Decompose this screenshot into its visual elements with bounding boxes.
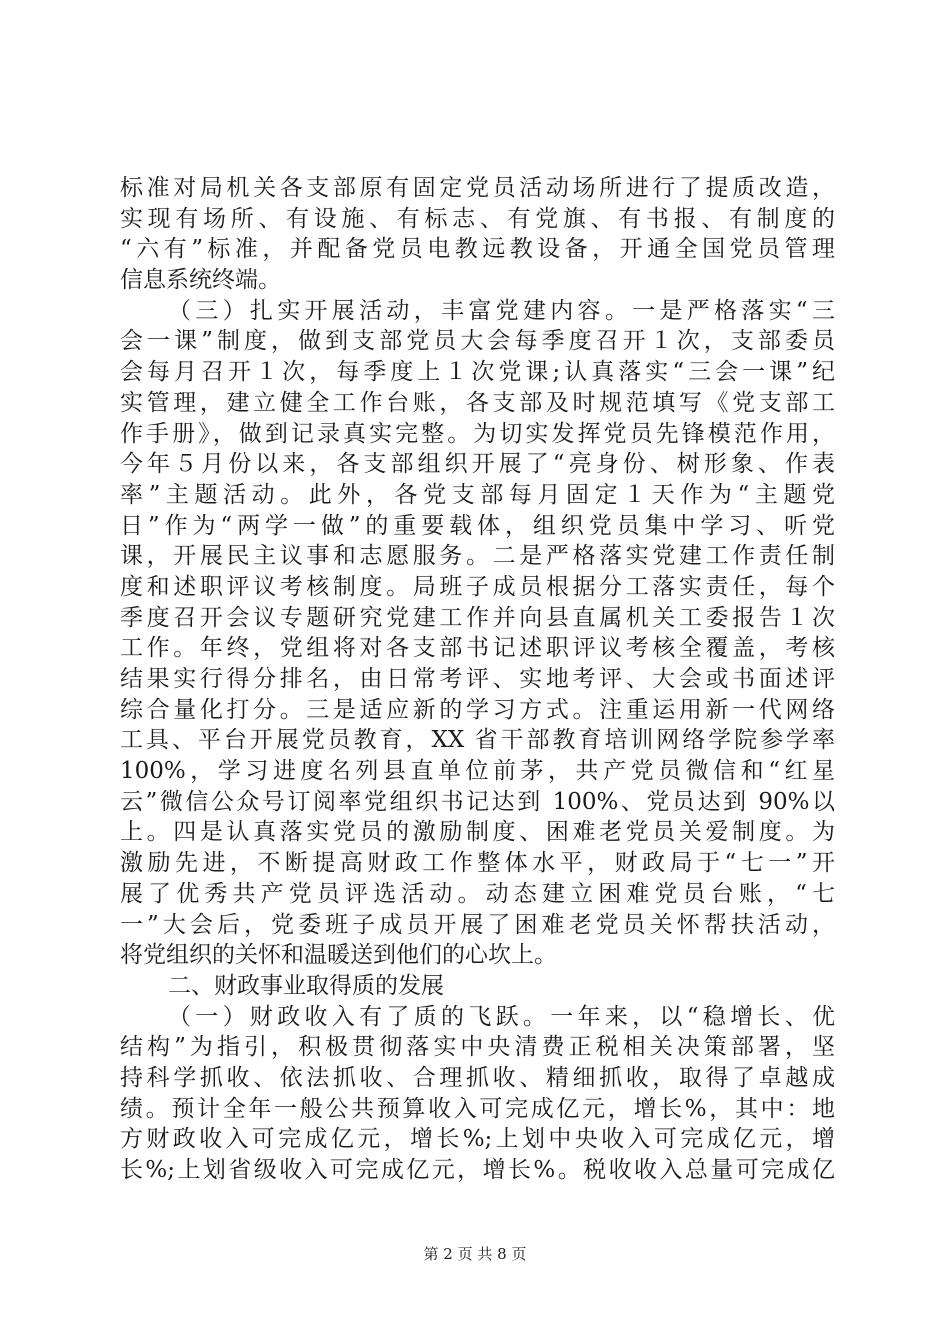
text-line: 工具、平台开展党员教育，XX 省干部教育培训网络学院参学率 [120,727,835,754]
text-line: 会每月召开１次，每季度上１次党课;认真落实“三会一课”纪 [120,359,836,386]
text-line: 标准对局机关各支部原有固定党员活动场所进行了提质改造， [120,175,835,201]
text-line: “六有”标准，并配备党员电教远教设备，开通全国党员管理 [120,236,835,263]
text-line: 长%;上划省级收入可完成亿元，增长%。税收收入总量可完成亿 [120,1157,835,1183]
text-line: 今年５月份以来，各支部组织开展了“亮身份、树形象、作表 [120,451,835,478]
text-line: 季度召开会议专题研究党建工作并向县直属机关工委报告１次 [120,604,835,631]
text-line: 100%，学习进度名列县直单位前茅，共产党员微信和“红星 [120,758,835,785]
text-line: 信息系统终端。 [120,267,281,294]
text-line: 展了优秀共产党员评选活动。动态建立困难党员台账，“七 [120,880,835,907]
text-line: 方财政收入可完成亿元，增长%;上划中央收入可完成亿元，增 [120,1126,835,1153]
text-line: 云”微信公众号订阅率党组织书记达到 100%、党员达到 90%以 [120,788,835,815]
text-line: 二、财政事业取得质的发展 [168,972,444,999]
text-line: 结果实行得分排名，由日常考评、实地考评、大会或书面述评 [120,666,835,692]
text-line: 作手册》，做到记录真实完整。为切实发挥党员先锋模范作用， [120,420,835,447]
text-line: 实现有场所、有设施、有标志、有党旗、有书报、有制度的 [120,205,835,232]
document-body [120,173,835,1186]
text-line: 工作。年终，党组将对各支部书记述职评议考核全覆盖，考核 [120,635,835,662]
text-line: 日”作为“两学一做”的重要载体，组织党员集中学习、听党 [120,512,835,539]
text-line: 会一课”制度，做到支部党员大会每季度召开１次，支部委员 [120,328,835,355]
text-line: （一）财政收入有了质的飞跃。一年来，以“稳增长、优 [168,1003,835,1030]
text-line: 上。四是认真落实党员的激励制度、困难老党员关爱制度。为 [120,819,835,846]
text-line: 课，开展民主议事和志愿服务。二是严格落实党建工作责任制 [120,543,835,570]
text-line: （三）扎实开展活动，丰富党建内容。一是严格落实“三 [168,297,835,324]
text-line: 度和述职评议考核制度。局班子成员根据分工落实责任，每个 [120,573,835,600]
text-line: 激励先进，不断提高财政工作整体水平，财政局于“七一”开 [120,850,835,877]
text-line: 将党组织的关怀和温暖送到他们的心坎上。 [120,942,557,969]
text-line: 结构”为指引，积极贯彻落实中央清费正税相关决策部署，坚 [120,1034,835,1061]
text-line: 实管理，建立健全工作台账，各支部及时规范填写《党支部工 [120,389,835,416]
page-footer: 第 2 页 共 8 页 [423,1245,527,1263]
text-line: 率”主题活动。此外，各党支部每月固定１天作为“主题党 [120,481,835,508]
text-line: 绩。预计全年一般公共预算收入可完成亿元，增长%，其中：地 [120,1095,835,1122]
text-line: 持科学抓收、依法抓收、合理抓收、精细抓收，取得了卓越成 [120,1064,835,1091]
text-line: 综合量化打分。三是适应新的学习方式。注重运用新一代网络 [120,696,835,723]
text-line: 一”大会后，党委班子成员开展了困难老党员关怀帮扶活动， [120,911,835,938]
